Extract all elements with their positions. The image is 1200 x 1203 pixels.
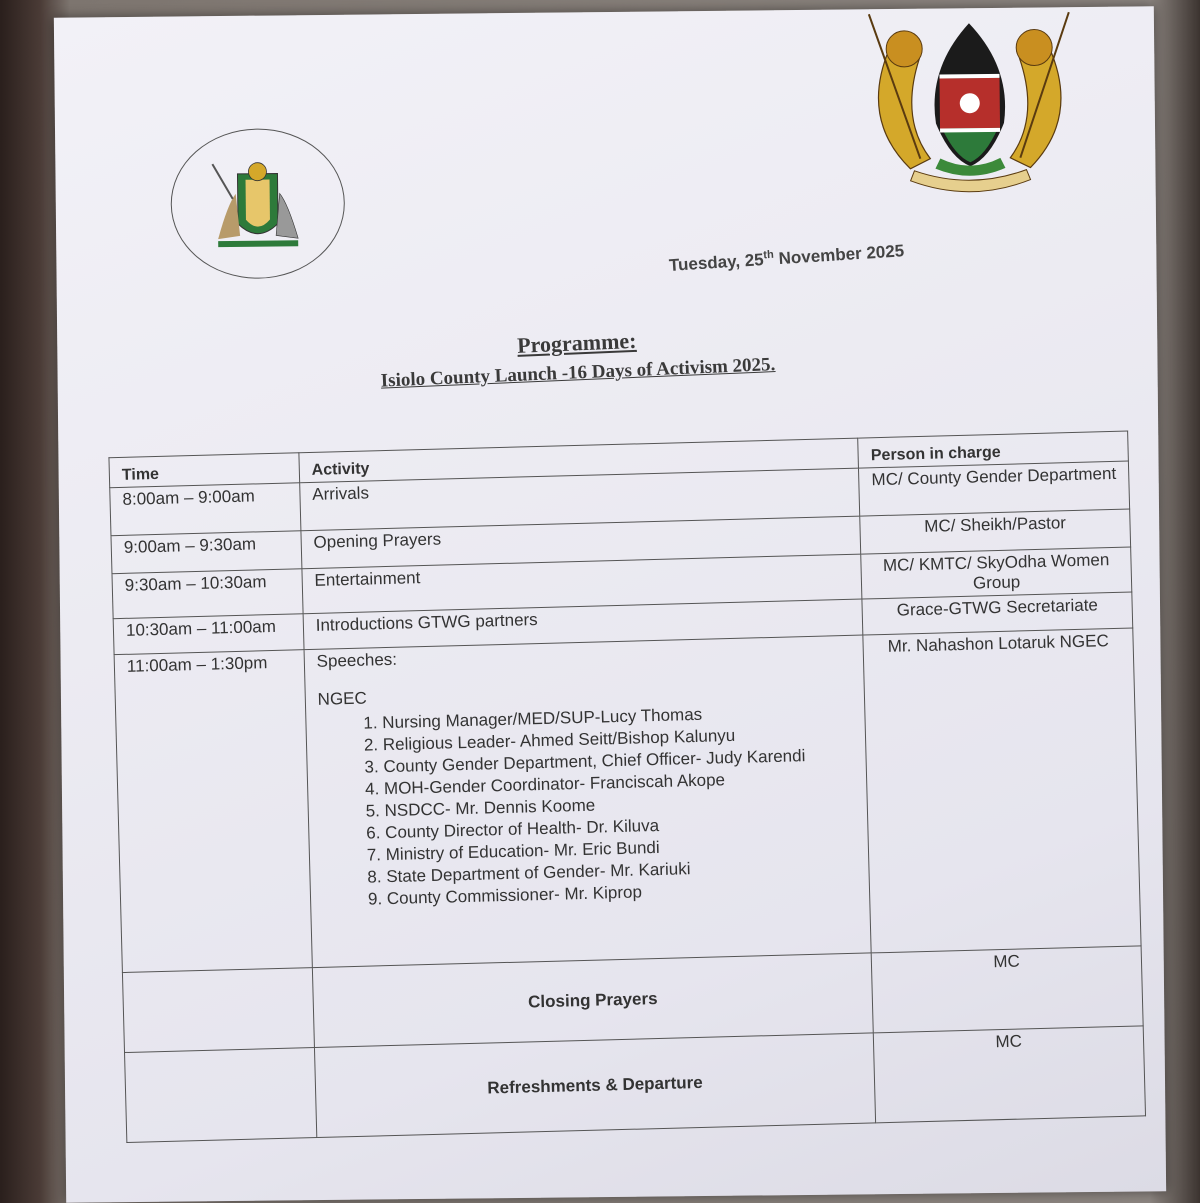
list-item: 3. County Gender Department, Chief Officer- Judy Karendi bbox=[383, 744, 854, 777]
date-day: Tuesday, 25 bbox=[668, 250, 765, 275]
cell-activity: Opening Prayers bbox=[301, 516, 861, 569]
header-time: Time bbox=[109, 453, 300, 488]
cell-activity: Closing Prayers bbox=[312, 953, 873, 1048]
programme-heading bbox=[307, 319, 849, 396]
page-title: Programme: bbox=[516, 327, 637, 358]
speakers-list bbox=[318, 700, 857, 911]
cell-person: MC bbox=[873, 1026, 1145, 1123]
cell-time bbox=[122, 968, 314, 1053]
list-item: 8. State Department of Gender- Mr. Kariuki bbox=[386, 854, 857, 887]
cell-activity: Introductions GTWG partners bbox=[303, 599, 863, 650]
cell-time: 9:00am – 9:30am bbox=[111, 531, 302, 574]
cell-time bbox=[125, 1048, 317, 1143]
list-item: 6. County Director of Health- Dr. Kiluva bbox=[385, 810, 856, 843]
cell-person: MC/ County Gender Department bbox=[859, 461, 1130, 516]
date-rest: November 2025 bbox=[773, 241, 905, 269]
list-item: 1. Nursing Manager/MED/SUP-Lucy Thomas bbox=[382, 700, 853, 733]
cell-person: MC bbox=[871, 946, 1143, 1033]
date-suffix: th bbox=[762, 248, 775, 262]
header-person: Person in charge bbox=[858, 431, 1128, 468]
cell-time: 10:30am – 11:00am bbox=[113, 614, 304, 655]
list-item: 5. NSDCC- Mr. Dennis Koome bbox=[384, 788, 855, 821]
list-item: 4. MOH-Gender Coordinator- Franciscah Akope bbox=[384, 766, 855, 799]
document-date bbox=[668, 241, 904, 276]
cell-person: Grace-GTWG Secretariate bbox=[862, 592, 1133, 635]
table-row-speeches bbox=[114, 628, 1141, 973]
county-crest-icon bbox=[187, 143, 328, 264]
cell-activity: Arrivals bbox=[299, 468, 859, 531]
cell-person: Mr. Nahashon Lotaruk NGEC bbox=[863, 628, 1141, 953]
cell-time: 8:00am – 9:00am bbox=[110, 483, 301, 536]
cell-activity-speeches bbox=[304, 635, 872, 968]
programme-table bbox=[108, 431, 1146, 1143]
county-seal bbox=[170, 128, 346, 280]
cell-time: 11:00am – 1:30pm bbox=[114, 650, 312, 973]
speeches-group: NGEC bbox=[317, 688, 368, 709]
page-subtitle: Isiolo County Launch -16 Days of Activism 2025. bbox=[380, 354, 776, 392]
list-item: 7. Ministry of Education- Mr. Eric Bundi bbox=[385, 832, 856, 865]
list-item: 9. County Commissioner- Mr. Kiprop bbox=[387, 876, 858, 909]
list-item: 2. Religious Leader- Ahmed Seitt/Bishop Kalunyu bbox=[383, 722, 854, 755]
cell-time: 9:30am – 10:30am bbox=[112, 569, 303, 619]
cell-activity: Refreshments & Departure bbox=[314, 1033, 876, 1138]
header-activity: Activity bbox=[299, 438, 859, 483]
speeches-label: Speeches: bbox=[316, 649, 398, 671]
cell-person: MC/ KMTC/ SkyOdha Women Group bbox=[861, 547, 1132, 599]
programme-sheet bbox=[54, 6, 1166, 1202]
coat-of-arms-icon bbox=[849, 7, 1091, 210]
cell-activity: Entertainment bbox=[302, 554, 862, 614]
cell-person: MC/ Sheikh/Pastor bbox=[860, 509, 1131, 554]
